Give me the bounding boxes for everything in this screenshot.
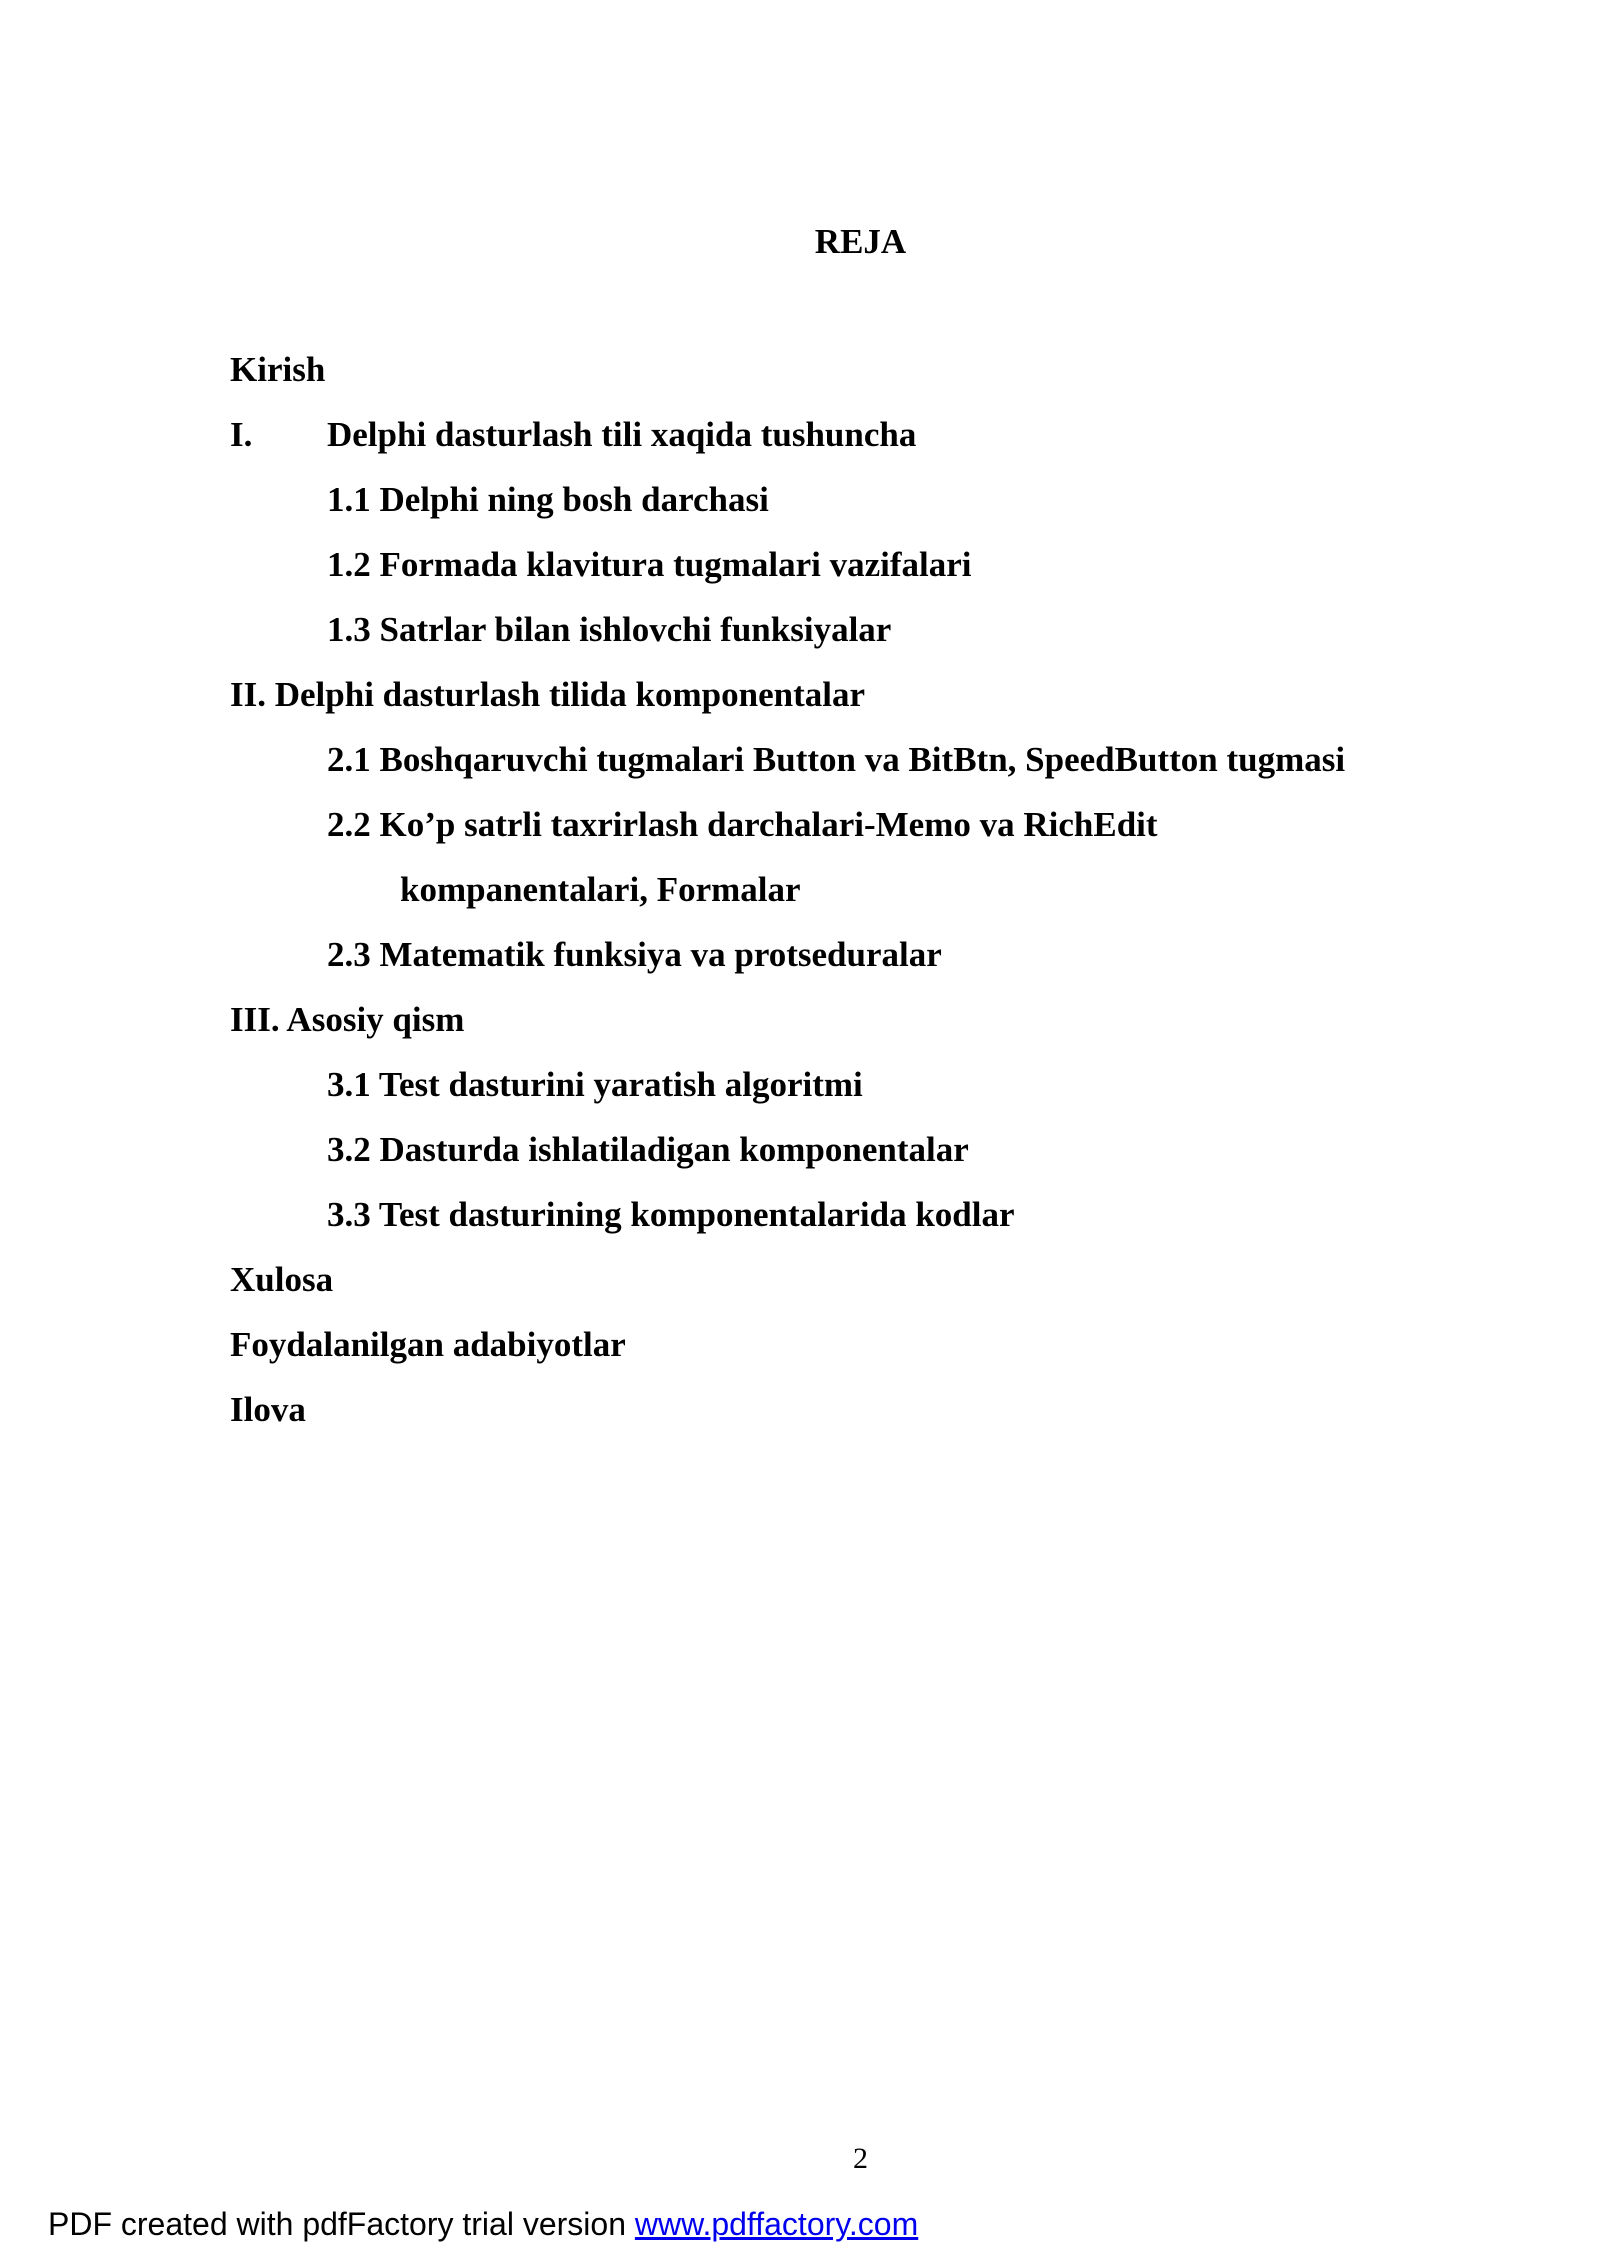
toc-item-1-3: 1.3 Satrlar bilan ishlovchi funksiyalar	[327, 610, 892, 649]
toc-item-1-1: 1.1 Delphi ning bosh darchasi	[327, 480, 769, 519]
toc-item-2-1: 2.1 Boshqaruvchi tugmalari Button va BitBtn, SpeedButton tugmasi	[327, 740, 1346, 779]
toc-item-2-2-line1: 2.2 Ko’p satrli taxrirlash darchalari-Memo va RichEdit	[327, 805, 1158, 844]
toc-section-1-number: I.	[230, 415, 253, 454]
toc-item-3-1: 3.1 Test dasturini yaratish algoritmi	[327, 1065, 863, 1104]
toc-item-2-3: 2.3 Matematik funksiya va protseduralar	[327, 935, 942, 974]
toc-kirish: Kirish	[230, 350, 326, 389]
pdf-footer	[48, 2204, 918, 2244]
toc-item-2-2-line2: kompanentalari, Formalar	[400, 870, 801, 909]
toc-section-3: III. Asosiy qism	[230, 1000, 465, 1039]
page-number: 2	[853, 2142, 868, 2175]
footer-text: PDF created with pdfFactory trial version	[48, 2206, 635, 2242]
toc-item-3-3: 3.3 Test dasturining komponentalarida kodlar	[327, 1195, 1015, 1234]
footer-link[interactable]: www.pdffactory.com	[634, 2206, 919, 2242]
toc-xulosa: Xulosa	[230, 1260, 334, 1299]
toc-ilova: Ilova	[230, 1390, 306, 1429]
toc-section-2: II. Delphi dasturlash tilida komponentalar	[230, 675, 865, 714]
toc-item-1-2: 1.2 Formada klavitura tugmalari vazifalari	[327, 545, 972, 584]
document-title: REJA	[814, 222, 907, 261]
toc-item-3-2: 3.2 Dasturda ishlatiladigan komponentalar	[327, 1130, 969, 1169]
toc-section-1-title: Delphi dasturlash tili xaqida tushuncha	[327, 415, 917, 454]
toc-adabiyotlar: Foydalanilgan adabiyotlar	[230, 1325, 626, 1364]
